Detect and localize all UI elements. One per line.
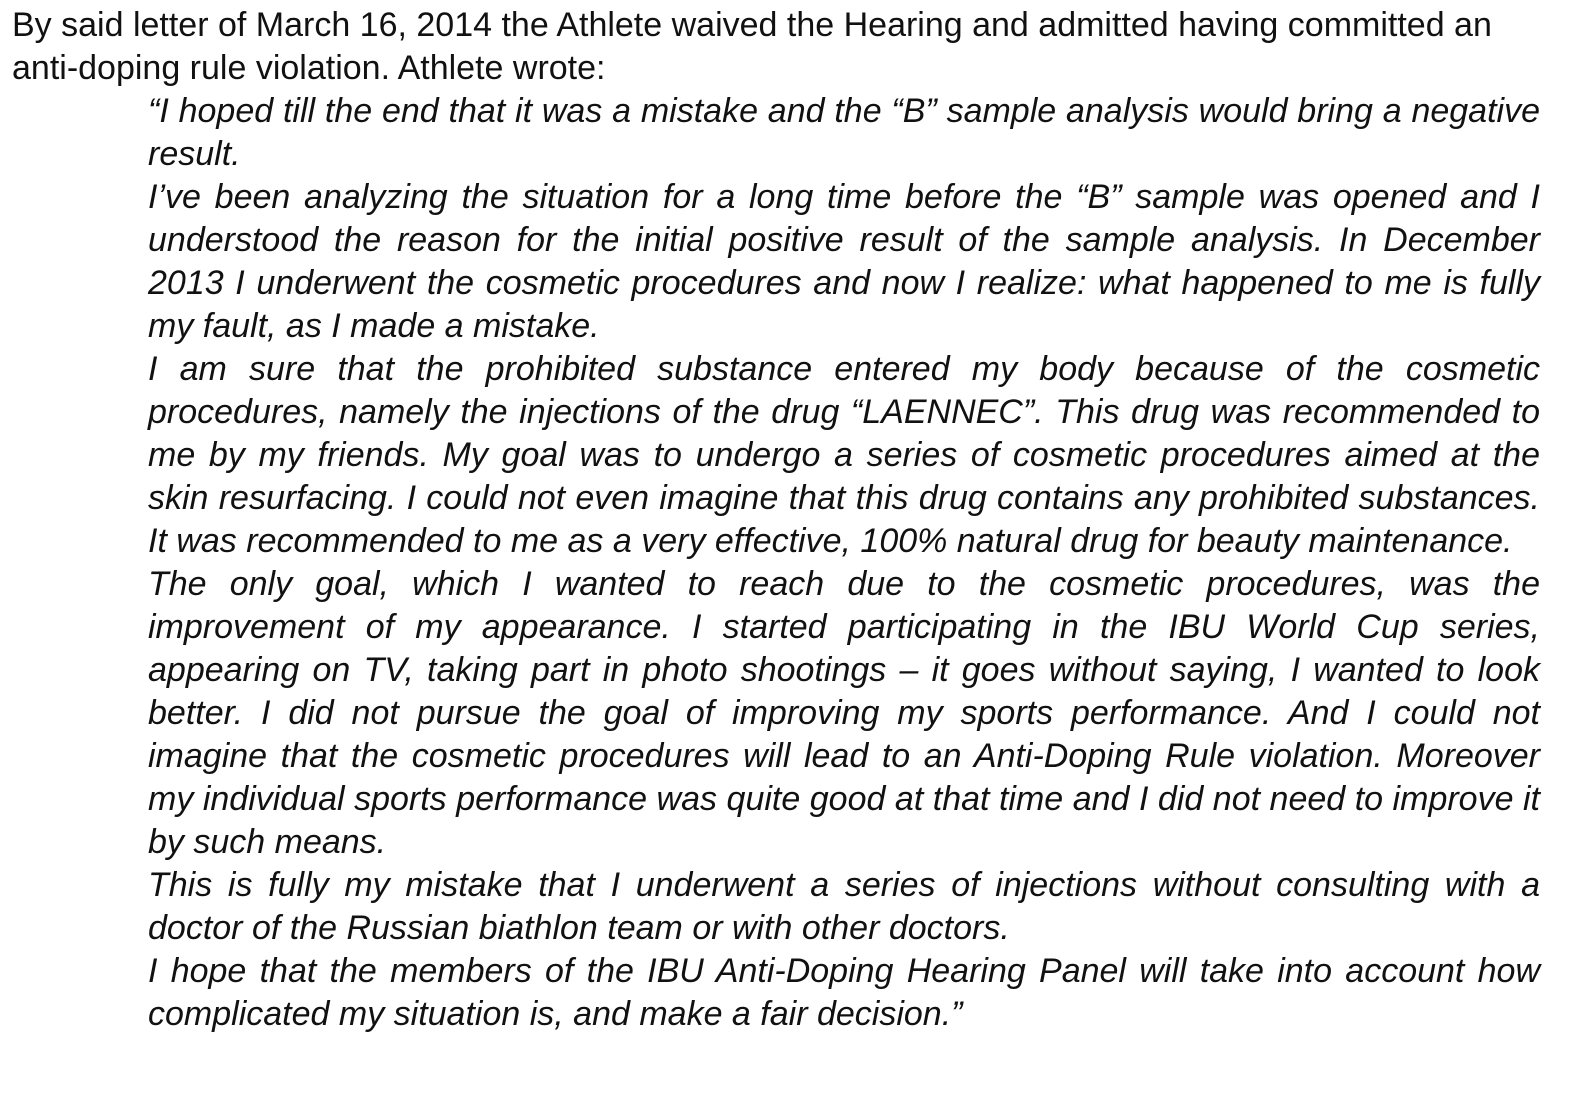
document-page bbox=[12, 0, 1568, 1104]
quote-paragraph-4: The only goal, which I wanted to reach due to the cosmetic procedures, was the improvement of my appearance. I started participating in the IBU World Cup series, appearing on TV, taking part in photo shootings – it goes without saying, I wanted to look better. I did not pursue the goal of improving my sports performance. And I could not imagine that the cosmetic procedures will lead to an Anti-Doping Rule violation. Moreover my individual sports performance was quite good at that time and I did not need to improve it by such means. bbox=[148, 565, 1540, 861]
quote-paragraph-2: I’ve been analyzing the situation for a long time before the “B” sample was opened and I understood the reason for the initial positive result of the sample analysis. In December 2013 I underwent the cosmetic procedures and now I realize: what happened to me is fully my fault, as I made a mistake. bbox=[148, 178, 1540, 345]
quote-paragraph-5: This is fully my mistake that I underwent a series of injections without consulting with a doctor of the Russian biathlon team or with other doctors. bbox=[148, 866, 1540, 947]
quote-paragraph-1: “I hoped till the end that it was a mistake and the “B” sample analysis would bring a negative result. bbox=[148, 92, 1540, 173]
intro-paragraph: By said letter of March 16, 2014 the Athlete waived the Hearing and admitted having committed an anti-doping rule violation. Athlete wrote: bbox=[12, 6, 1492, 87]
quote-paragraph-6: I hope that the members of the IBU Anti-Doping Hearing Panel will take into account how complicated my situation is, and make a fair decision.” bbox=[148, 952, 1540, 1033]
athlete-quote-block bbox=[148, 90, 1540, 1036]
quote-paragraph-3: I am sure that the prohibited substance entered my body because of the cosmetic procedures, namely the injections of the drug “LAENNEC”. This drug was recommended to me by my friends. My goal was to undergo a series of cosmetic procedures aimed at the skin resurfacing. I could not even imagine that this drug contains any prohibited substances. It was recommended to me as a very effective, 100% natural drug for beauty maintenance. bbox=[148, 350, 1540, 560]
